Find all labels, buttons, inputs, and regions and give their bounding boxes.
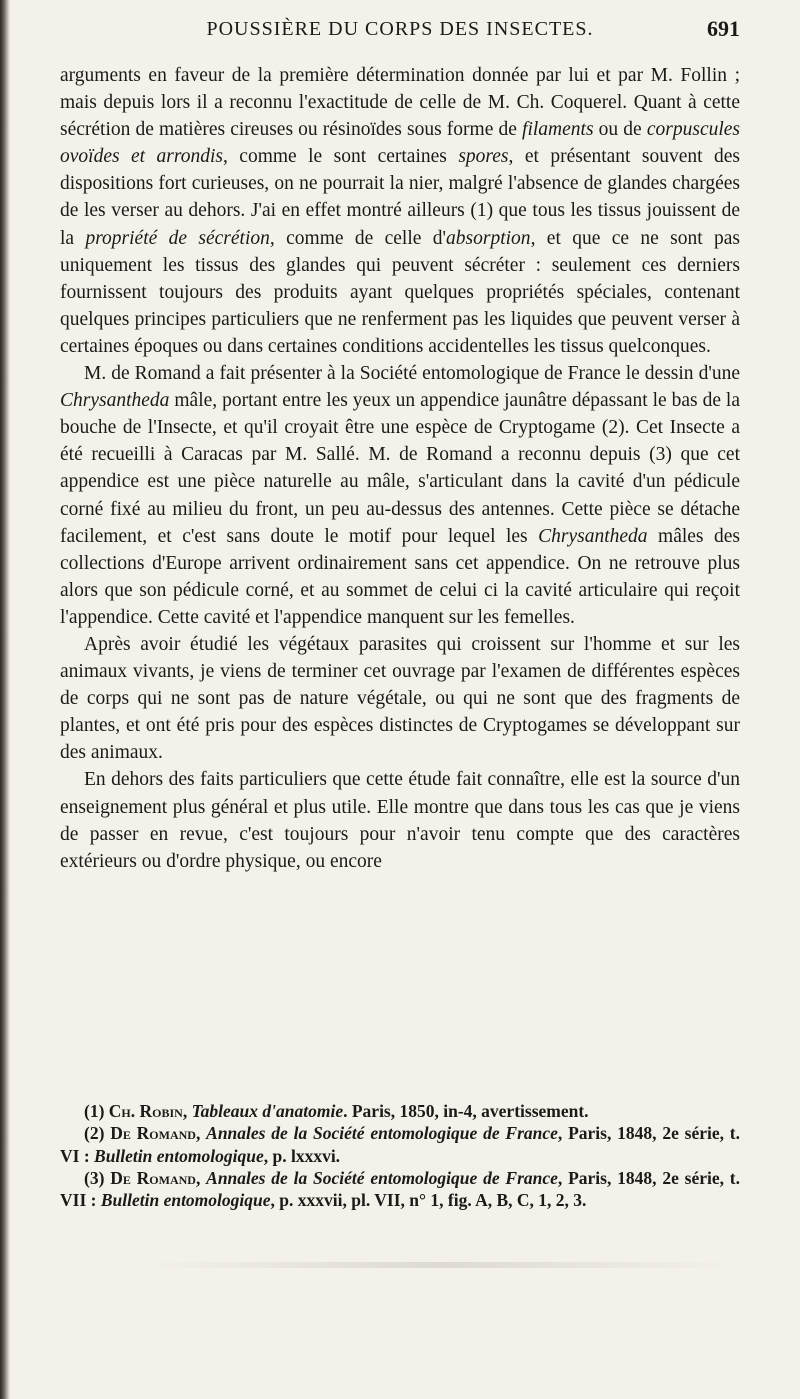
text-run: (1): [84, 1101, 109, 1121]
text-run: , p. xxxvii, pl. VII, n° 1, fig. A, B, C, 1, 2, 3.: [270, 1190, 587, 1211]
text-run: ,: [195, 1167, 207, 1188]
italic-run: Tableaux d'anatomie: [191, 1101, 344, 1121]
italic-run: Chrysantheda: [60, 390, 170, 412]
text-run: M. de Romand a fait présenter à la Société entomologique de France le dessin d'une: [84, 363, 740, 385]
page-header: [60, 18, 740, 58]
text-run: Après avoir étudié les végétaux parasites qui croissent sur l'homme et sur les animaux vivants, je viens de terminer cet ouvrage par l'examen de différentes espèces de corps qui ne sont pas de nature végétale, ou qui ne sont que des fragments de plantes, et ont été pris pour des espèces distinctes de Cryptogames se développant sur des animaux.: [60, 633, 740, 764]
text-run: , comme le sont certaines: [222, 146, 459, 168]
author-name: De Romand: [110, 1123, 196, 1144]
text-run: , et que ce ne sont pas uniquement les tissus des glandes qui peuvent sécréter : seulement ces derniers fournissent toujours des produits ayant quelques propriétés spéciales, contenant quelques principes particuliers que ne renferment pas les liquides que peuvent verser à certaines époques ou dans certaines conditions accidentelles les tissus quelconques.: [60, 227, 741, 357]
footnote: [60, 1100, 740, 1122]
italic-run: absorption: [446, 227, 531, 249]
footnotes: [60, 1100, 740, 1211]
text-run: En dehors des faits particuliers que cette étude fait connaître, elle est la source d'un enseignement plus général et plus utile. Elle montre que dans tous les cas que je viens de passer en revue, c'est toujours pour n'avoir tenu compte que des caractères extérieurs ou d'ordre physique, ou encore: [60, 769, 740, 872]
author-name: De Romand: [110, 1167, 196, 1188]
text-run: ,: [182, 1101, 192, 1121]
italic-run: Bulletin entomologique: [100, 1190, 271, 1211]
running-head: POUSSIÈRE DU CORPS DES INSECTES.: [206, 18, 594, 40]
italic-run: Chrysantheda: [538, 525, 648, 547]
footnote: [60, 1122, 740, 1167]
page-number: 691: [707, 16, 740, 41]
text-run: arguments en faveur de la première détermination donnée par lui et par M. Follin ; mais depuis lors il a reconnu l'exactitude de celle de M. Ch. Coquerel. Quant à cette sécrétion de matières cireuses ou résinoïdes sous forme de: [60, 65, 740, 141]
italic-run: Annales de la Société entomologique de France: [206, 1123, 558, 1144]
paragraph: [60, 766, 740, 874]
text-run: , Paris, 1848, 2e série, t. VII :: [60, 1167, 741, 1211]
text-run: ,: [195, 1123, 207, 1144]
italic-run: corpuscules ovoïdes et arrondis: [60, 119, 741, 168]
paragraph: [60, 360, 740, 631]
scan-smudge: [140, 1262, 740, 1268]
italic-run: spores: [458, 146, 509, 168]
page-binding-edge: [0, 0, 10, 1399]
text-run: , p. lxxxvi.: [263, 1145, 341, 1166]
italic-run: filaments: [522, 119, 594, 141]
footnote: [60, 1167, 740, 1212]
text-run: ou de: [593, 119, 647, 141]
text-run: , et présentant souvent des dispositions fort curieuses, on ne pourrait la nier, malgré l'absence de glandes chargées de les verser au dehors. J'ai en effet montré ailleurs (1) que tous les tissus jouissent de la: [60, 146, 740, 249]
paragraph: [60, 631, 740, 766]
body-text: [60, 62, 740, 875]
text-run: . Paris, 1850, in-4, avertissement.: [343, 1101, 589, 1121]
italic-run: Bulletin entomologique: [94, 1145, 264, 1166]
text-run: , comme de celle d': [269, 227, 447, 249]
paragraph: [60, 62, 740, 360]
italic-run: Annales de la Société entomologique de France: [206, 1167, 558, 1188]
text-run: , Paris, 1848, 2e série, t. VI :: [60, 1123, 741, 1166]
author-name: Ch. Robin: [108, 1101, 183, 1121]
text-run: (2): [84, 1123, 111, 1144]
text-run: (3): [84, 1167, 111, 1188]
text-run: mâle, portant entre les yeux un appendice jaunâtre dépassant le bas de la bouche de l'Insecte, et qu'il croyait être une espèce de Cryptogame (2). Cet Insecte a été recueilli à Caracas par M. Sallé. M. de Romand a reconnu depuis (3) que cet appendice est une pièce naturelle au mâle, s'articulant dans la cavité d'un pédicule corné fixé au milieu du front, un peu au-dessus des antennes. Cette pièce se détache facilement, et c'est sans doute le motif pour lequel les: [60, 390, 740, 547]
text-run: mâles des collections d'Europe arrivent ordinairement sans cet appendice. On ne retrouve plus alors que son pédicule corné, et au sommet de celui ci la cavité articulaire qui reçoit l'appendice. Cette cavité et l'appendice manquent sur les femelles.: [60, 525, 740, 628]
italic-run: propriété de sécrétion: [85, 227, 270, 249]
